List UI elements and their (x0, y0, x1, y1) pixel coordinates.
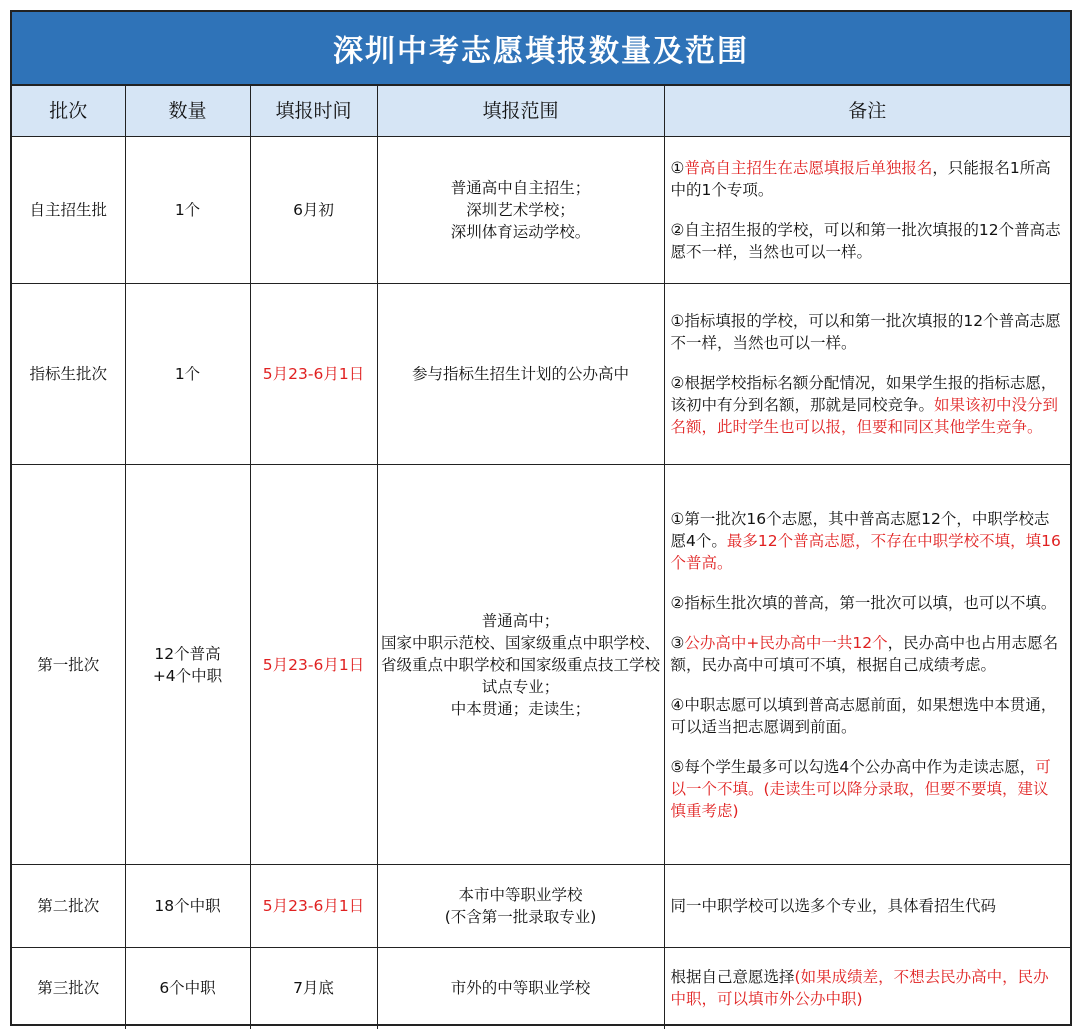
scope-line: 中本贯通；走读生； (450, 699, 591, 718)
note-text: ，只能报名1所高中的1个专项。 (670, 159, 1051, 199)
count-cell: 1个 (125, 137, 250, 284)
note-paragraph (671, 592, 1065, 614)
note-text: ① (670, 159, 685, 177)
time-cell: 5月23-6月1日 (250, 284, 377, 465)
scope-cell (377, 948, 664, 1029)
table-title: 深圳中考志愿填报数量及范围 (12, 12, 1070, 86)
note-paragraph (671, 508, 1065, 574)
note-paragraph (671, 157, 1065, 201)
scope-line: 普通高中； (481, 611, 560, 630)
scope-line: 深圳体育运动学校。 (450, 223, 591, 241)
note-text: 同一中职学校可以选多个专业，具体看招生代码 (670, 897, 997, 915)
count-cell: 12个普高 +4个中职 (125, 465, 250, 865)
scope-line: 国家中职示范校、国家级重点中职学校、省级重点中职学校和国家级重点技工学校试点专业； (380, 633, 660, 696)
note-text: ③ (670, 633, 685, 652)
note-text: ④中职志愿可以填到普高志愿前面，如果想选中本贯通，可以适当把志愿调到前面。 (670, 695, 1057, 736)
note-paragraph (671, 895, 1065, 917)
table-row (12, 465, 1070, 865)
notes-cell (664, 284, 1070, 465)
batch-cell: 第一批次 (12, 465, 125, 865)
header-time: 填报时间 (250, 86, 377, 137)
note-emphasis: 可以一个不填。(走读生可以降分录取，但要不要填，建议慎重考虑) (670, 757, 1051, 820)
note-emphasis: (如果成绩差，不想去民办高中，民办中职，可以填市外公办中职) (670, 968, 1049, 1009)
scope-cell (377, 137, 664, 284)
note-paragraph (671, 756, 1065, 822)
batch-cell: 第三批次 (12, 948, 125, 1029)
time-cell: 5月23-6月1日 (250, 865, 377, 948)
scope-cell (377, 865, 664, 948)
scope-cell (377, 465, 664, 865)
time-cell: 7月底 (250, 948, 377, 1029)
scope-line: 深圳艺术学校； (466, 201, 575, 219)
header-row (12, 86, 1070, 137)
note-paragraph (671, 632, 1065, 676)
note-text: 根据自己意愿选择 (670, 968, 795, 987)
header-count: 数量 (125, 86, 250, 137)
note-paragraph (671, 310, 1065, 354)
note-text: ①第一批次16个志愿，其中普高志愿12个，中职学校志愿4个。 (670, 509, 1050, 550)
table-row (12, 948, 1070, 1029)
table-row (12, 137, 1070, 284)
note-paragraph (671, 372, 1065, 438)
note-emphasis: 普高自主招生在志愿填报后单独报名 (684, 159, 933, 177)
batch-cell: 自主招生批 (12, 137, 125, 284)
note-text: ⑤每个学生最多可以勾选4个公办高中作为走读志愿， (670, 757, 1036, 776)
scope-line: 普通高中自主招生； (450, 179, 591, 197)
batch-cell: 第二批次 (12, 865, 125, 948)
note-text: ②指标生批次填的普高，第一批次可以填，也可以不填。 (670, 593, 1057, 612)
count-cell: 18个中职 (125, 865, 250, 948)
note-paragraph (671, 966, 1065, 1010)
scope-line: 市外的中等职业学校 (450, 979, 591, 998)
policy-table-frame (10, 10, 1072, 1026)
header-batch: 批次 (12, 86, 125, 137)
time-cell: 6月初 (250, 137, 377, 284)
scope-cell (377, 284, 664, 465)
note-emphasis: 公办高中+民办高中一共12个 (684, 633, 888, 652)
table-row (12, 865, 1070, 948)
note-text: ②自主招生报的学校，可以和第一批次填报的12个普高志愿不一样，当然也可以一样。 (670, 221, 1061, 261)
volunteer-table (12, 86, 1070, 1029)
count-cell: 1个 (125, 284, 250, 465)
scope-line: 参与指标生招生计划的公办高中 (411, 365, 629, 383)
note-emphasis: 如果该初中没分到名额，此时学生也可以报，但要和同区其他学生竞争。 (670, 396, 1059, 436)
note-paragraph (671, 694, 1065, 738)
note-emphasis: 最多12个普高志愿，不存在中职学校不填，填16个普高。 (670, 531, 1061, 572)
table-row (12, 284, 1070, 465)
count-cell: 6个中职 (125, 948, 250, 1029)
header-scope: 填报范围 (377, 86, 664, 137)
notes-cell (664, 465, 1070, 865)
scope-line: 本市中等职业学校 (458, 886, 583, 904)
notes-cell (664, 137, 1070, 284)
note-paragraph (671, 219, 1065, 263)
note-text: ②根据学校指标名额分配情况，如果学生报的指标志愿，该初中有分到名额，那就是同校竞争。 (670, 374, 1057, 414)
notes-cell (664, 948, 1070, 1029)
note-text: ，民办高中也占用志愿名额，民办高中可填可不填，根据自己成绩考虑。 (670, 633, 1059, 674)
note-text: ①指标填报的学校，可以和第一批次填报的12个普高志愿不一样，当然也可以一样。 (670, 312, 1061, 352)
header-notes: 备注 (664, 86, 1070, 137)
time-cell: 5月23-6月1日 (250, 465, 377, 865)
batch-cell: 指标生批次 (12, 284, 125, 465)
notes-cell (664, 865, 1070, 948)
scope-line: (不含第一批录取专业) (444, 908, 597, 926)
